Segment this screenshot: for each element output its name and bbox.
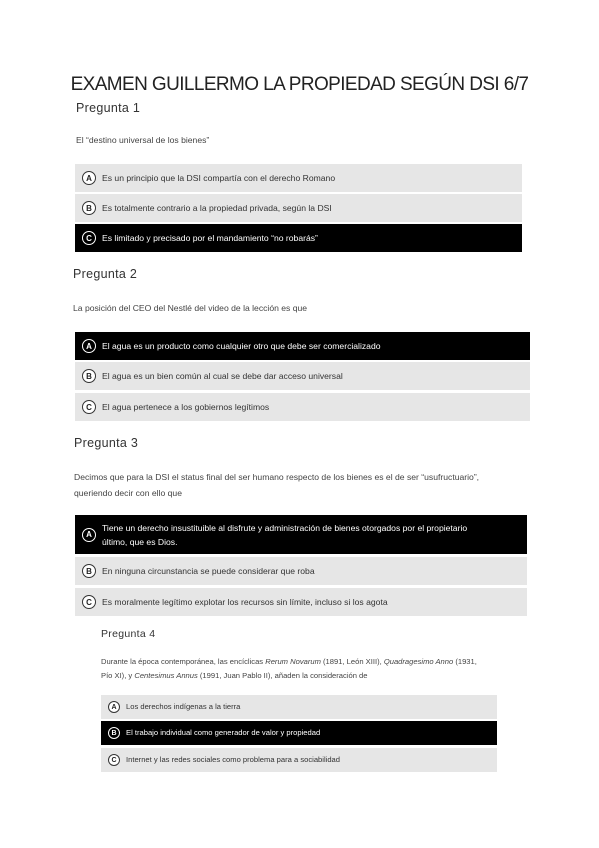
text-run: (1991, Juan Pablo II), añaden la consideración de bbox=[197, 671, 368, 680]
question-4-text bbox=[101, 655, 511, 683]
page-title: EXAMEN GUILLERMO LA PROPIEDAD SEGÚN DSI 6/7 bbox=[70, 74, 529, 95]
encyclical-title: Rerum Novarum bbox=[265, 657, 321, 666]
option-label: En ninguna circunstancia se puede considerar que roba bbox=[102, 566, 315, 576]
question-3-option-a[interactable] bbox=[75, 515, 527, 554]
option-letter-badge: B bbox=[82, 201, 96, 215]
option-letter-badge: B bbox=[82, 564, 96, 578]
option-letter-badge: A bbox=[82, 339, 96, 353]
option-label: El agua es un producto como cualquier otro que debe ser comercializado bbox=[102, 341, 381, 351]
question-1-option-b[interactable] bbox=[75, 194, 522, 222]
question-2-heading: Pregunta 2 bbox=[73, 267, 138, 281]
question-3-heading: Pregunta 3 bbox=[74, 436, 139, 450]
option-letter-badge: B bbox=[108, 727, 120, 739]
option-label: Es un principio que la DSI compartía con el derecho Romano bbox=[102, 173, 336, 183]
option-label: Es totalmente contrario a la propiedad privada, según la DSI bbox=[102, 203, 332, 213]
option-letter-badge: C bbox=[108, 754, 120, 766]
text-run: (1931, bbox=[453, 657, 477, 666]
option-letter-badge: B bbox=[82, 369, 96, 383]
option-label: El agua es un bien común al cual se debe dar acceso universal bbox=[102, 371, 343, 381]
question-3-text-line-2: queriendo decir con ello que bbox=[74, 488, 182, 498]
question-2-option-c[interactable] bbox=[75, 393, 530, 421]
question-4-option-a[interactable] bbox=[101, 695, 497, 719]
option-letter-badge: C bbox=[82, 231, 96, 245]
option-label: Es limitado y precisado por el mandamiento “no robarás” bbox=[102, 233, 318, 243]
question-2-option-b[interactable] bbox=[75, 362, 530, 390]
question-3-option-b[interactable] bbox=[75, 557, 527, 585]
option-label-line-1: Tiene un derecho insustituible al disfrute y administración de bienes otorgados por el propietario bbox=[102, 522, 468, 533]
option-label: Los derechos indígenas a la tierra bbox=[126, 702, 241, 711]
question-4-heading: Pregunta 4 bbox=[101, 628, 156, 640]
option-letter-badge: C bbox=[82, 595, 96, 609]
option-label: Es moralmente legítimo explotar los recursos sin límite, incluso si los agota bbox=[102, 597, 388, 607]
question-1-option-a[interactable] bbox=[75, 164, 522, 192]
question-3-option-c[interactable] bbox=[75, 588, 527, 616]
option-label bbox=[102, 521, 467, 549]
option-letter-badge: A bbox=[108, 701, 120, 713]
option-letter-badge: A bbox=[82, 171, 96, 185]
option-label: El agua pertenece a los gobiernos legítimos bbox=[102, 402, 270, 412]
encyclical-title: Quadragesimo Anno bbox=[383, 657, 454, 666]
question-3-text bbox=[74, 469, 479, 501]
option-label: El trabajo individual como generador de valor y propiedad bbox=[126, 728, 321, 737]
question-4-option-c[interactable] bbox=[101, 748, 497, 772]
option-letter-badge: C bbox=[82, 400, 96, 414]
option-label-line-2: último, que es Dios. bbox=[102, 536, 178, 547]
encyclical-title: Centesimus Annus bbox=[134, 671, 198, 680]
text-run: Durante la época contemporánea, las encíclicas bbox=[101, 657, 266, 666]
question-3-text-line-1: Decimos que para la DSI el status final del ser humano respecto de los bienes es el de ser “usufructuario”, bbox=[74, 472, 480, 482]
text-run: (1891, León XIII), bbox=[320, 657, 384, 666]
option-letter-badge: A bbox=[82, 528, 96, 542]
question-4-option-b[interactable] bbox=[101, 721, 497, 745]
question-2-option-a[interactable] bbox=[75, 332, 530, 360]
question-2-text: La posición del CEO del Nestlé del video de la lección es que bbox=[73, 303, 308, 313]
question-4-text-line-2 bbox=[101, 669, 511, 683]
question-1-option-c[interactable] bbox=[75, 224, 522, 252]
question-1-heading: Pregunta 1 bbox=[76, 101, 141, 115]
option-label: Internet y las redes sociales como problema para a sociabilidad bbox=[126, 755, 341, 764]
text-run: Pío XI), y bbox=[101, 671, 135, 680]
question-4-text-line-1 bbox=[101, 655, 511, 669]
question-1-text: El “destino universal de los bienes” bbox=[76, 135, 210, 145]
